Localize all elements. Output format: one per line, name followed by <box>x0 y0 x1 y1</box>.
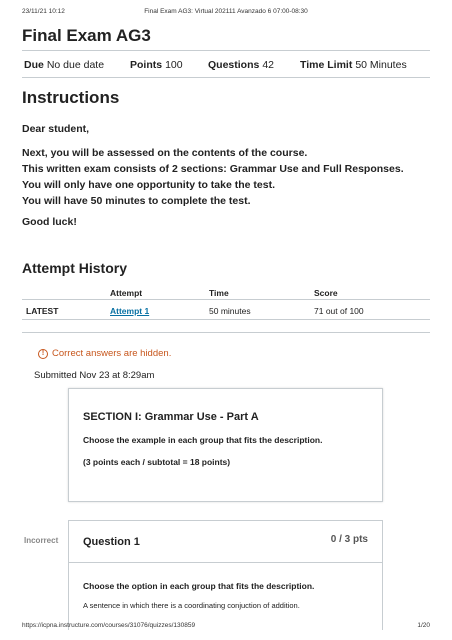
attempt-status: LATEST <box>26 306 59 316</box>
attempt-history-table <box>22 284 430 320</box>
exam-title: Final Exam AG3 <box>22 26 151 45</box>
questions-meta <box>208 59 274 71</box>
time-limit-value: 50 Minutes <box>355 59 407 71</box>
question-points: 0 / 3 pts <box>330 534 368 545</box>
instructions-closing: Good luck! <box>22 216 77 228</box>
question-header <box>69 521 382 563</box>
print-header <box>22 8 430 20</box>
attempt-table-header <box>22 284 430 300</box>
instructions-line: This written exam consists of 2 sections: Grammar Use and Full Responses. <box>22 163 404 175</box>
section-instruction: Choose the example in each group that fits the description. <box>83 435 323 445</box>
questions-label: Questions <box>208 59 260 71</box>
due-label: Due <box>24 59 44 71</box>
print-doc-title: Final Exam AG3: Virtual 202111 Avanzado 6 07:00-08:30 <box>144 8 308 15</box>
question-prompt: A sentence in which there is a coordinating conjuction of addition. <box>83 601 300 610</box>
time-column-header: Time <box>209 288 229 298</box>
question-card <box>68 520 383 630</box>
due-value: No due date <box>46 59 105 71</box>
instructions-line: You will have 50 minutes to complete the test. <box>22 195 251 207</box>
table-row <box>22 300 430 320</box>
points-label: Points <box>130 59 163 71</box>
question-status-label: Incorrect <box>24 536 59 545</box>
instructions-greeting: Dear student, <box>22 123 90 135</box>
points-value: 100 <box>165 59 183 71</box>
print-url: https://icpna.instructure.com/courses/31076/quizzes/130859 <box>22 622 196 629</box>
attempt-link[interactable]: Attempt 1 <box>110 306 150 316</box>
time-limit-label: Time Limit <box>300 59 353 71</box>
submitted-timestamp: Submitted Nov 23 at 8:29am <box>34 370 155 381</box>
time-limit-meta <box>300 59 407 71</box>
instructions-line: Next, you will be assessed on the contents of the course. <box>22 147 308 159</box>
points-meta <box>130 59 183 71</box>
question-body <box>69 563 382 628</box>
section-title: SECTION I: Grammar Use - Part A <box>83 411 259 423</box>
due-meta <box>24 59 104 71</box>
print-datetime: 23/11/21 10:12 <box>22 8 65 15</box>
exam-meta-row <box>22 50 430 78</box>
question-instruction: Choose the option in each group that fits the description. <box>83 581 315 591</box>
instructions-line: You will only have one opportunity to take the test. <box>22 179 275 191</box>
hidden-notice-text: Correct answers are hidden. <box>52 348 172 359</box>
instructions-title: Instructions <box>22 88 120 107</box>
info-icon: ! <box>38 349 48 359</box>
print-page-number: 1/20 <box>417 622 430 629</box>
score-column-header: Score <box>314 288 338 298</box>
question-title: Question 1 <box>83 536 140 548</box>
attempt-time: 50 minutes <box>209 306 251 316</box>
attempt-score: 71 out of 100 <box>314 306 364 316</box>
instructions-lines <box>22 145 430 209</box>
attempt-history-title: Attempt History <box>22 260 128 276</box>
answers-hidden-notice <box>38 348 171 359</box>
print-footer <box>22 622 430 634</box>
attempt-column-header: Attempt <box>110 288 143 298</box>
section-points-note: (3 points each / subtotal = 18 points) <box>83 457 231 467</box>
section-card <box>68 388 383 502</box>
questions-value: 42 <box>262 59 275 71</box>
section-divider <box>22 332 430 333</box>
